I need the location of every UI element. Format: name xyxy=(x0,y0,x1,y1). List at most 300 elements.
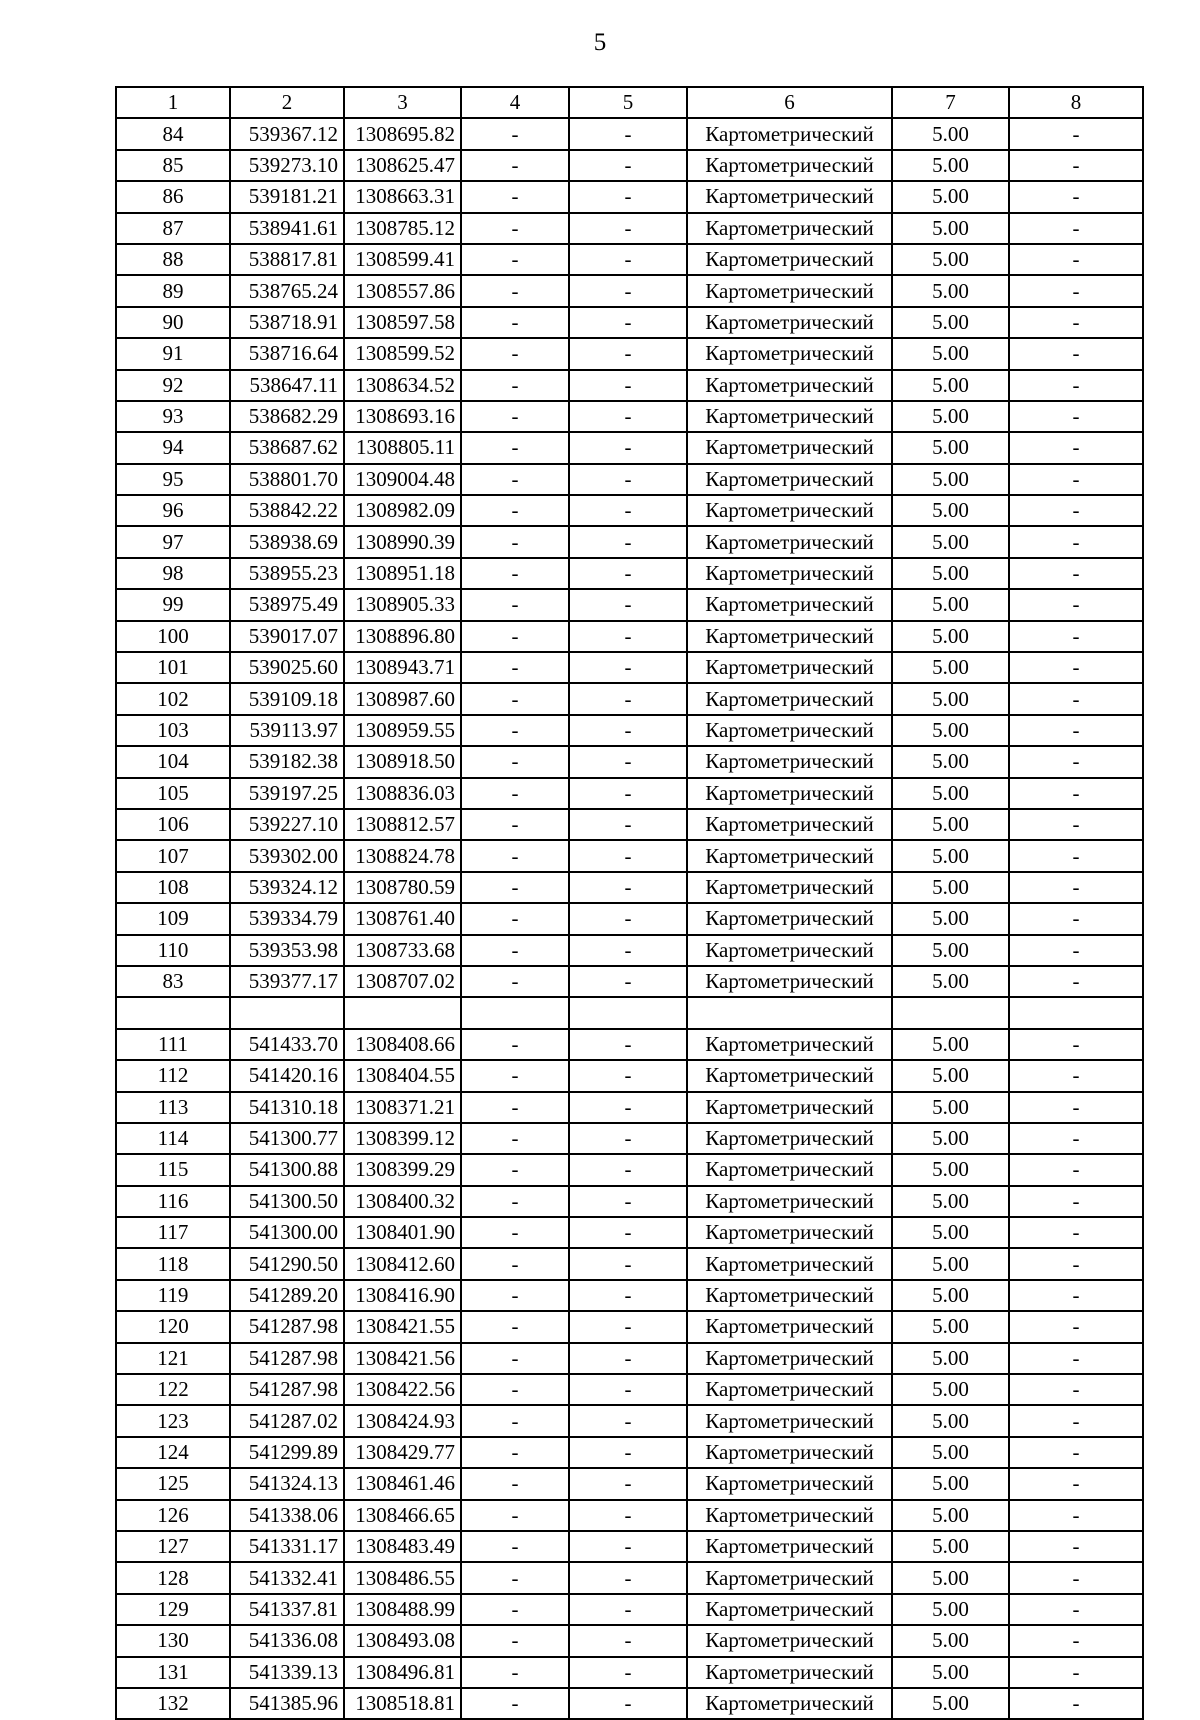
table-cell: 1308401.90 xyxy=(344,1217,461,1248)
table-cell: - xyxy=(1009,338,1143,369)
table-cell: 1308695.82 xyxy=(344,118,461,149)
table-cell: 104 xyxy=(116,746,230,777)
table-cell: 91 xyxy=(116,338,230,369)
table-cell: 5.00 xyxy=(892,935,1009,966)
table-row xyxy=(116,1343,1143,1374)
table-cell: 1308625.47 xyxy=(344,150,461,181)
table-row xyxy=(116,1217,1143,1248)
table-cell: Картометрический xyxy=(687,464,892,495)
table-cell: 1308416.90 xyxy=(344,1280,461,1311)
table-cell: Картометрический xyxy=(687,1217,892,1248)
table-cell xyxy=(687,997,892,1028)
table-cell: Картометрический xyxy=(687,213,892,244)
table-cell: - xyxy=(569,1311,687,1342)
table-cell: 1308785.12 xyxy=(344,213,461,244)
table-cell: Картометрический xyxy=(687,370,892,401)
table-row xyxy=(116,526,1143,557)
table-cell: - xyxy=(461,1343,569,1374)
table-cell: Картометрический xyxy=(687,1029,892,1060)
table-cell: - xyxy=(1009,778,1143,809)
table-cell: 129 xyxy=(116,1594,230,1625)
table-cell: - xyxy=(461,903,569,934)
table-cell: - xyxy=(1009,621,1143,652)
table-cell: 5.00 xyxy=(892,1248,1009,1279)
table-cell: 119 xyxy=(116,1280,230,1311)
table-cell: 5.00 xyxy=(892,966,1009,997)
table-cell: Картометрический xyxy=(687,589,892,620)
table-cell: 5.00 xyxy=(892,1092,1009,1123)
table-cell: Картометрический xyxy=(687,746,892,777)
table-cell: 541385.96 xyxy=(230,1688,344,1719)
table-cell: - xyxy=(1009,809,1143,840)
table-cell: - xyxy=(461,464,569,495)
table-cell: 86 xyxy=(116,181,230,212)
table-cell: 5.00 xyxy=(892,840,1009,871)
table-cell: 5.00 xyxy=(892,213,1009,244)
table-cell: - xyxy=(1009,558,1143,589)
table-cell: 93 xyxy=(116,401,230,432)
table-cell: 1308693.16 xyxy=(344,401,461,432)
table-cell: Картометрический xyxy=(687,840,892,871)
table-cell: 132 xyxy=(116,1688,230,1719)
table-cell: 539367.12 xyxy=(230,118,344,149)
table-cell: - xyxy=(1009,1343,1143,1374)
table-cell: 5.00 xyxy=(892,558,1009,589)
table-cell: 101 xyxy=(116,652,230,683)
table-cell: - xyxy=(1009,1657,1143,1688)
table-cell: - xyxy=(1009,1248,1143,1279)
table-cell: - xyxy=(1009,1437,1143,1468)
table-row xyxy=(116,401,1143,432)
table-cell: 1308429.77 xyxy=(344,1437,461,1468)
table-cell: 5.00 xyxy=(892,1217,1009,1248)
table-cell: - xyxy=(1009,1374,1143,1405)
table-cell: 541310.18 xyxy=(230,1092,344,1123)
table-cell: 541287.98 xyxy=(230,1343,344,1374)
table-cell: 1308493.08 xyxy=(344,1625,461,1656)
table-cell: - xyxy=(569,1343,687,1374)
column-header-5: 5 xyxy=(569,87,687,118)
table-cell: 541300.50 xyxy=(230,1186,344,1217)
table-cell: - xyxy=(1009,1092,1143,1123)
table-row xyxy=(116,966,1143,997)
table-cell: 541300.00 xyxy=(230,1217,344,1248)
table-cell: - xyxy=(1009,1562,1143,1593)
table-row xyxy=(116,1531,1143,1562)
table-cell: - xyxy=(461,1311,569,1342)
table-row xyxy=(116,1500,1143,1531)
table-cell: - xyxy=(1009,401,1143,432)
table-cell: 538975.49 xyxy=(230,589,344,620)
table-cell: - xyxy=(569,495,687,526)
table-cell xyxy=(892,997,1009,1028)
table-cell: 5.00 xyxy=(892,150,1009,181)
table-row xyxy=(116,338,1143,369)
table-row xyxy=(116,150,1143,181)
table-cell: 131 xyxy=(116,1657,230,1688)
table-cell: 102 xyxy=(116,683,230,714)
table-cell: - xyxy=(569,181,687,212)
table-cell: 124 xyxy=(116,1437,230,1468)
table-cell: - xyxy=(1009,1186,1143,1217)
table-cell: 5.00 xyxy=(892,495,1009,526)
table-cell: Картометрический xyxy=(687,558,892,589)
table-cell: - xyxy=(461,1594,569,1625)
table-cell: 99 xyxy=(116,589,230,620)
table-row xyxy=(116,589,1143,620)
table-cell: 5.00 xyxy=(892,1029,1009,1060)
table-cell: - xyxy=(461,966,569,997)
table-cell: Картометрический xyxy=(687,526,892,557)
table-cell: Картометрический xyxy=(687,1405,892,1436)
table-cell: 5.00 xyxy=(892,715,1009,746)
table-cell: 539227.10 xyxy=(230,809,344,840)
table-cell: - xyxy=(569,903,687,934)
table-cell: - xyxy=(461,1123,569,1154)
table-cell: - xyxy=(569,526,687,557)
table-cell: 541336.08 xyxy=(230,1625,344,1656)
table-cell: - xyxy=(569,1154,687,1185)
table-cell: - xyxy=(461,840,569,871)
table-cell: - xyxy=(461,778,569,809)
table-cell: - xyxy=(569,1217,687,1248)
table-row xyxy=(116,872,1143,903)
table-cell: 538938.69 xyxy=(230,526,344,557)
table-row xyxy=(116,1092,1143,1123)
table-cell: 122 xyxy=(116,1374,230,1405)
table-row xyxy=(116,432,1143,463)
table-cell: Картометрический xyxy=(687,181,892,212)
table-cell: 88 xyxy=(116,244,230,275)
table-row xyxy=(116,935,1143,966)
table-cell: - xyxy=(461,401,569,432)
table-cell: - xyxy=(461,1374,569,1405)
table-cell: 113 xyxy=(116,1092,230,1123)
table-cell: 97 xyxy=(116,526,230,557)
table-cell: 5.00 xyxy=(892,1468,1009,1499)
table-cell: 5.00 xyxy=(892,1060,1009,1091)
table-cell: 1308951.18 xyxy=(344,558,461,589)
table-cell: 114 xyxy=(116,1123,230,1154)
table-cell: 539017.07 xyxy=(230,621,344,652)
table-cell: - xyxy=(569,652,687,683)
table-cell xyxy=(1009,997,1143,1028)
table-cell: 538687.62 xyxy=(230,432,344,463)
table-cell: - xyxy=(569,370,687,401)
table-cell xyxy=(569,997,687,1028)
table-cell: 541433.70 xyxy=(230,1029,344,1060)
table-cell: - xyxy=(461,1468,569,1499)
table-cell: - xyxy=(1009,1217,1143,1248)
table-row xyxy=(116,1625,1143,1656)
table-cell: 5.00 xyxy=(892,1154,1009,1185)
table-row xyxy=(116,809,1143,840)
table-row xyxy=(116,118,1143,149)
table-cell: - xyxy=(1009,1688,1143,1719)
table-cell: 539273.10 xyxy=(230,150,344,181)
table-cell: - xyxy=(569,213,687,244)
table-cell: Картометрический xyxy=(687,1123,892,1154)
table-cell: - xyxy=(569,966,687,997)
table-cell xyxy=(344,997,461,1028)
table-cell: - xyxy=(461,872,569,903)
table-cell: Картометрический xyxy=(687,1688,892,1719)
table-row xyxy=(116,1186,1143,1217)
table-cell: - xyxy=(461,244,569,275)
table-cell: 1308496.81 xyxy=(344,1657,461,1688)
table-row xyxy=(116,840,1143,871)
table-cell: Картометрический xyxy=(687,275,892,306)
table-row xyxy=(116,683,1143,714)
table-cell: 118 xyxy=(116,1248,230,1279)
table-cell: 5.00 xyxy=(892,1437,1009,1468)
table-cell: - xyxy=(569,1123,687,1154)
table-cell: 1308663.31 xyxy=(344,181,461,212)
table-cell: 541420.16 xyxy=(230,1060,344,1091)
table-cell: 541300.88 xyxy=(230,1154,344,1185)
table-cell: - xyxy=(569,1280,687,1311)
table-cell: - xyxy=(569,1374,687,1405)
table-cell: - xyxy=(569,401,687,432)
table-cell: Картометрический xyxy=(687,1374,892,1405)
table-cell: 5.00 xyxy=(892,1500,1009,1531)
table-cell: 108 xyxy=(116,872,230,903)
table-cell: - xyxy=(461,213,569,244)
table-row xyxy=(116,903,1143,934)
table-cell: - xyxy=(461,652,569,683)
table-cell: Картометрический xyxy=(687,1311,892,1342)
table-row xyxy=(116,1688,1143,1719)
table-cell: 5.00 xyxy=(892,1374,1009,1405)
table-cell: Картометрический xyxy=(687,1280,892,1311)
table-cell: - xyxy=(461,935,569,966)
table-cell: 1308990.39 xyxy=(344,526,461,557)
table-cell: - xyxy=(461,589,569,620)
table-cell: - xyxy=(461,1060,569,1091)
table-cell: - xyxy=(461,181,569,212)
table-row xyxy=(116,1123,1143,1154)
table-cell: - xyxy=(569,1625,687,1656)
table-cell: 1308597.58 xyxy=(344,307,461,338)
table-cell: 1308982.09 xyxy=(344,495,461,526)
table-cell: 5.00 xyxy=(892,1405,1009,1436)
table-cell: - xyxy=(1009,1468,1143,1499)
table-cell: - xyxy=(569,746,687,777)
table-cell: - xyxy=(569,840,687,871)
table-cell: 5.00 xyxy=(892,746,1009,777)
table-cell: - xyxy=(461,370,569,401)
table-cell: Картометрический xyxy=(687,715,892,746)
table-cell: - xyxy=(461,1154,569,1185)
table-cell: - xyxy=(569,589,687,620)
table-cell: - xyxy=(461,621,569,652)
table-cell: - xyxy=(1009,213,1143,244)
table-cell: - xyxy=(461,1562,569,1593)
table-cell: - xyxy=(461,746,569,777)
table-cell: 117 xyxy=(116,1217,230,1248)
table-cell: 541324.13 xyxy=(230,1468,344,1499)
table-cell: - xyxy=(569,464,687,495)
table-cell: 1308761.40 xyxy=(344,903,461,934)
table-cell: - xyxy=(1009,1311,1143,1342)
table-cell: - xyxy=(1009,966,1143,997)
table-cell: - xyxy=(569,1688,687,1719)
table-cell: 89 xyxy=(116,275,230,306)
table-cell: 83 xyxy=(116,966,230,997)
table-cell: 538842.22 xyxy=(230,495,344,526)
table-cell: - xyxy=(461,1248,569,1279)
column-header-7: 7 xyxy=(892,87,1009,118)
table-cell: 128 xyxy=(116,1562,230,1593)
table-cell: 1308404.55 xyxy=(344,1060,461,1091)
table-cell: - xyxy=(461,526,569,557)
table-cell: 1308805.11 xyxy=(344,432,461,463)
table-cell: - xyxy=(569,1437,687,1468)
table-cell: - xyxy=(1009,307,1143,338)
table-cell: - xyxy=(1009,1029,1143,1060)
table-cell: 5.00 xyxy=(892,118,1009,149)
table-cell: 1308421.55 xyxy=(344,1311,461,1342)
table-cell: - xyxy=(1009,275,1143,306)
table-cell: 5.00 xyxy=(892,872,1009,903)
table-cell: 1308399.12 xyxy=(344,1123,461,1154)
table-cell: 121 xyxy=(116,1343,230,1374)
column-header-2: 2 xyxy=(230,87,344,118)
table-cell: Картометрический xyxy=(687,621,892,652)
table-cell: 539181.21 xyxy=(230,181,344,212)
table-cell: 541290.50 xyxy=(230,1248,344,1279)
table-cell: 1308486.55 xyxy=(344,1562,461,1593)
column-header-1: 1 xyxy=(116,87,230,118)
table-cell: Картометрический xyxy=(687,1154,892,1185)
table-row xyxy=(116,213,1143,244)
table-cell: Картометрический xyxy=(687,495,892,526)
table-cell: - xyxy=(461,809,569,840)
table-cell: Картометрический xyxy=(687,935,892,966)
table-cell: Картометрический xyxy=(687,1625,892,1656)
table-cell: - xyxy=(461,1500,569,1531)
table-cell: 5.00 xyxy=(892,1657,1009,1688)
table-cell xyxy=(230,997,344,1028)
table-cell: 539377.17 xyxy=(230,966,344,997)
table-cell: 5.00 xyxy=(892,903,1009,934)
header-row xyxy=(116,87,1143,118)
table-row xyxy=(116,746,1143,777)
table-cell: - xyxy=(1009,589,1143,620)
table-cell: Картометрический xyxy=(687,966,892,997)
table-cell: 5.00 xyxy=(892,1625,1009,1656)
table-cell: 539353.98 xyxy=(230,935,344,966)
table-cell: Картометрический xyxy=(687,1060,892,1091)
table-cell: - xyxy=(569,1657,687,1688)
table-cell: Картометрический xyxy=(687,1594,892,1625)
table-cell: - xyxy=(569,307,687,338)
table-cell: - xyxy=(461,1625,569,1656)
table-cell: - xyxy=(461,1405,569,1436)
table-cell: 96 xyxy=(116,495,230,526)
table-cell: - xyxy=(461,1437,569,1468)
table-cell: - xyxy=(1009,432,1143,463)
table-cell: - xyxy=(1009,150,1143,181)
table-row xyxy=(116,495,1143,526)
table-cell: 5.00 xyxy=(892,526,1009,557)
table-cell: - xyxy=(569,118,687,149)
table-cell: - xyxy=(461,432,569,463)
table-cell: - xyxy=(1009,370,1143,401)
table-cell: 539182.38 xyxy=(230,746,344,777)
table-cell: Картометрический xyxy=(687,872,892,903)
table-cell: Картометрический xyxy=(687,1248,892,1279)
table-cell: 5.00 xyxy=(892,1531,1009,1562)
table-cell: 1308399.29 xyxy=(344,1154,461,1185)
table-cell: 541289.20 xyxy=(230,1280,344,1311)
table-cell: 92 xyxy=(116,370,230,401)
table-cell: 1308943.71 xyxy=(344,652,461,683)
table-cell: 85 xyxy=(116,150,230,181)
table-cell: Картометрический xyxy=(687,1437,892,1468)
table-cell: - xyxy=(569,1186,687,1217)
table-cell: 541287.98 xyxy=(230,1311,344,1342)
table-cell: 5.00 xyxy=(892,338,1009,369)
table-cell: 5.00 xyxy=(892,1594,1009,1625)
table-row xyxy=(116,1405,1143,1436)
table-cell: 539113.97 xyxy=(230,715,344,746)
table-cell: - xyxy=(569,244,687,275)
table-cell: - xyxy=(569,1248,687,1279)
table-cell: - xyxy=(569,1562,687,1593)
table-cell: 123 xyxy=(116,1405,230,1436)
table-cell: Картометрический xyxy=(687,778,892,809)
table-cell: 538955.23 xyxy=(230,558,344,589)
table-cell: 539109.18 xyxy=(230,683,344,714)
table-cell: Картометрический xyxy=(687,1562,892,1593)
table-cell: 539334.79 xyxy=(230,903,344,934)
table-cell: 5.00 xyxy=(892,652,1009,683)
table-row xyxy=(116,1562,1143,1593)
table-cell: 538716.64 xyxy=(230,338,344,369)
table-cell: - xyxy=(461,495,569,526)
table-cell: - xyxy=(1009,935,1143,966)
column-header-4: 4 xyxy=(461,87,569,118)
table-cell: 5.00 xyxy=(892,589,1009,620)
table-row xyxy=(116,307,1143,338)
table-cell: - xyxy=(1009,872,1143,903)
table-cell: 5.00 xyxy=(892,1280,1009,1311)
table-row xyxy=(116,464,1143,495)
table-cell: 98 xyxy=(116,558,230,589)
table-cell: - xyxy=(1009,1154,1143,1185)
table-cell: - xyxy=(461,275,569,306)
table-cell: - xyxy=(1009,840,1143,871)
table-cell: 1308634.52 xyxy=(344,370,461,401)
table-cell: 5.00 xyxy=(892,683,1009,714)
table-cell: - xyxy=(1009,1531,1143,1562)
table-cell: 541299.89 xyxy=(230,1437,344,1468)
table-cell: 103 xyxy=(116,715,230,746)
table-cell: - xyxy=(569,1531,687,1562)
table-cell: 539197.25 xyxy=(230,778,344,809)
table-cell: 1308483.49 xyxy=(344,1531,461,1562)
table-row xyxy=(116,652,1143,683)
table-cell: 539025.60 xyxy=(230,652,344,683)
table-cell: 1308836.03 xyxy=(344,778,461,809)
table-cell: Картометрический xyxy=(687,1092,892,1123)
table-cell: 541300.77 xyxy=(230,1123,344,1154)
table-cell: 1308488.99 xyxy=(344,1594,461,1625)
table-cell: 116 xyxy=(116,1186,230,1217)
table-cell: 5.00 xyxy=(892,401,1009,432)
table-cell: 1308599.52 xyxy=(344,338,461,369)
